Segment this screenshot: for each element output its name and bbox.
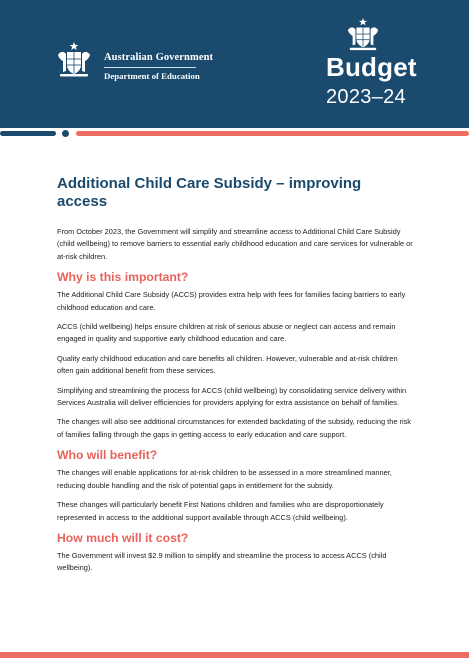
government-wordmark [104,52,213,81]
document-title: Additional Child Care Subsidy – improving access [57,175,362,210]
body-paragraph: These changes will particularly benefit First Nations children and families who are disproportionately represented in access to the additional support available through ACCS (child wellbeing). [57,500,384,522]
section-heading-why: Why is this important? [57,270,189,285]
section-heading-who: Who will benefit? [57,448,158,463]
section-heading-cost: How much will it cost? [57,530,189,545]
coat-of-arms-icon [344,18,382,52]
intro-paragraph: From October 2023, the Government will simplify and streamline access to Additional Child Care Subsidy (child wellbeing) to remove barriers to essential early childhood education and care services for vulnerable or at-risk children. [57,227,413,261]
decorative-stripe-coral [76,131,469,136]
body-paragraph: ACCS (child wellbeing) helps ensure children at risk of serious abuse or neglect can access and remain engaged in quality and supportive early childhood education and care. [57,322,396,344]
department-name: Department of Education [104,71,200,81]
body-paragraph: The changes will enable applications for at-risk children to be assessed in a more streamlined manner, reducing double handling and the risk of potential gaps in entitlement for the subsidy. [57,468,392,490]
document-body [57,175,415,582]
decorative-dot [62,130,69,137]
budget-year: 2023–24 [326,86,406,108]
budget-title: Budget [326,52,417,82]
body-paragraph: Simplifying and streamlining the process for ACCS (child wellbeing) by consolidating service delivery within Services Australia will deliver efficiencies for providers applying for extra assistance on behalf of families. [57,385,407,408]
wordmark-divider [104,67,196,68]
body-paragraph: The Government will invest $2.9 million to simplify and streamline the process to access ACCS (child wellbeing). [57,550,387,573]
government-name: Australian Government [104,52,214,63]
decorative-stripe-dark [0,131,56,136]
body-paragraph: The changes will also see additional circumstances for extended backdating of the subsidy, reducing the risk of families falling through the gaps in getting access to early education and care support. [57,417,411,439]
footer-stripe [0,652,469,658]
coat-of-arms-icon [54,41,94,79]
body-paragraph: Quality early childhood education and care benefits all children. However, vulnerable and at-risk children often gain additional benefit from these services. [57,353,398,376]
body-paragraph: The Additional Child Care Subsidy (ACCS) provides extra help with fees for families facing barriers to early childhood education and care. [57,290,406,312]
page-header [0,0,469,128]
